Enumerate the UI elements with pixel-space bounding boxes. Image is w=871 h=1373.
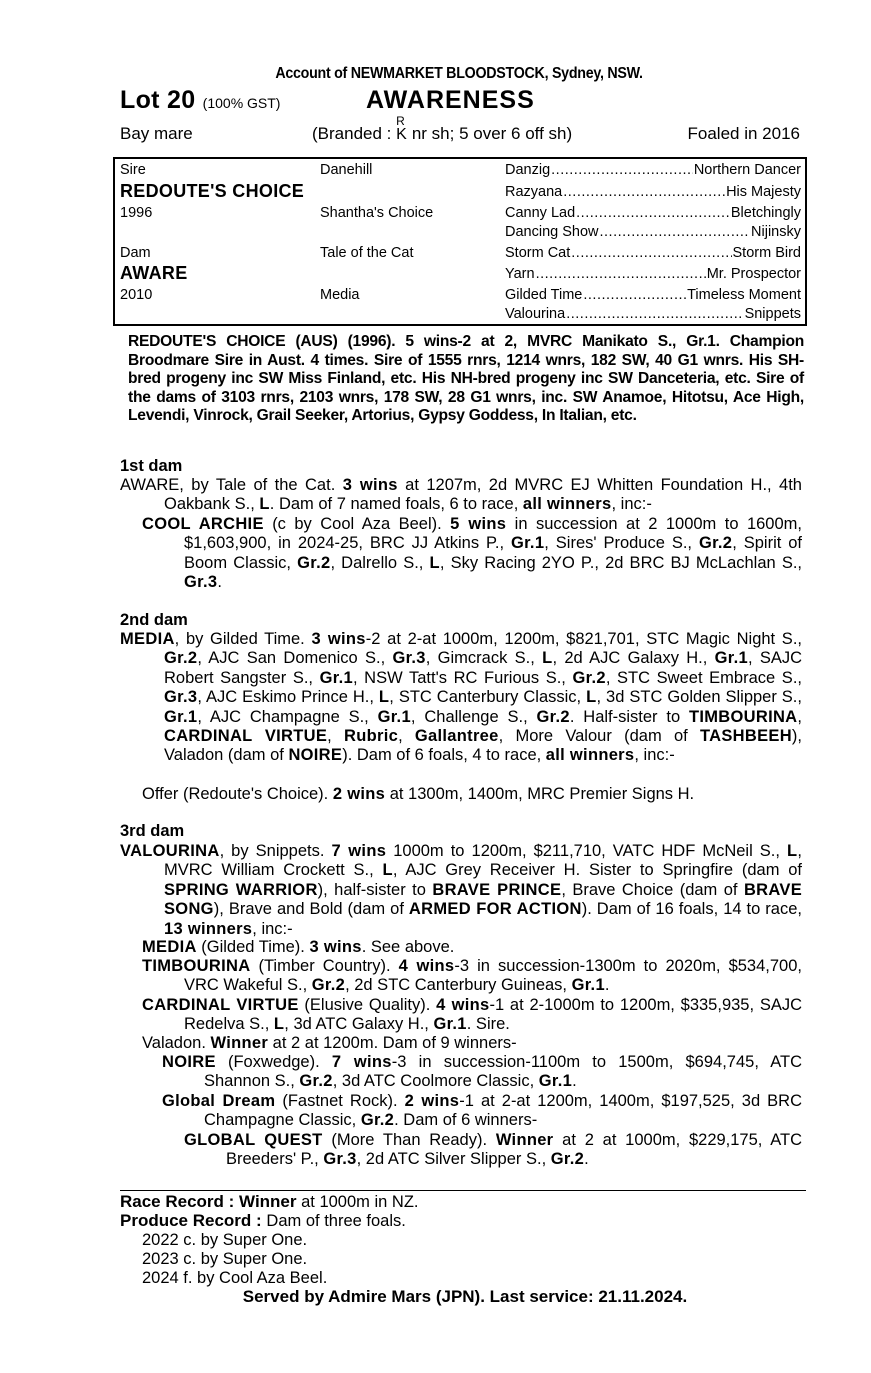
pedigree-gen3-row: Canny Lad ..... Bletchingly: [505, 205, 801, 221]
lot-number: [120, 86, 280, 115]
foal-entry: 2022 c. by Super One.: [142, 1231, 308, 1249]
foal-entry: 2024 f. by Cool Aza Beel.: [142, 1269, 328, 1287]
pedigree-gen3-row: Valourina ..... Snippets: [505, 306, 801, 322]
sire-year: 1996: [120, 205, 153, 221]
brand-mark-icon: R K: [396, 114, 407, 143]
progeny-entry: Valadon. Winner at 2 at 1200m. Dam of 9 winners-: [142, 1034, 517, 1052]
sex-color: Bay mare: [120, 124, 193, 143]
progeny-entry: NOIRE (Foxwedge). 7 wins-3 in succession-1100m to 1500m, $694,745, ATC Shannon S., Gr.2, 3d ATC Coolmore Classic, Gr.1.: [162, 1053, 802, 1091]
progeny-entry: TIMBOURINA (Timber Country). 4 wins-3 in succession-1300m to 2020m, $534,700, VRC Wakeful S., Gr.2, 2d STC Canterbury Guineas, Gr.1.: [142, 957, 802, 995]
foaled-year: Foaled in 2016: [687, 124, 800, 143]
horse-details-row: [120, 114, 810, 148]
foal-entry: 2023 c. by Super One.: [142, 1250, 308, 1268]
dam-sire: Tale of the Cat: [320, 245, 414, 261]
vendor-account: Account of NEWMARKET BLOODSTOCK, Sydney, NSW.: [275, 65, 643, 82]
sire-name: REDOUTE'S CHOICE: [120, 181, 305, 201]
second-dam-heading: 2nd dam: [120, 611, 188, 629]
third-dam-heading: 3rd dam: [120, 822, 185, 840]
pedigree-table: [113, 157, 807, 326]
pedigree-gen3-row: Danzig ..... Northern Dancer: [505, 162, 801, 178]
progeny-entry: Offer (Redoute's Choice). 2 wins at 1300m, 1400m, MRC Premier Signs H.: [142, 785, 695, 803]
dam-entry: VALOURINA, by Snippets. 7 wins 1000m to 1200m, $211,710, VATC HDF McNeil S., L, MVRC William Crockett S., L, AJC Grey Receiver H. Sister to Springfire (dam of SPRING WARRIOR), half-sister to BRAVE PRINCE, Brave Choice (dam of BRAVE SONG), Brave and Bold (dam of ARMED FOR ACTION). Dam of 16 foals, 14 to race, 13 winners, inc:-: [120, 842, 803, 938]
pedigree-gen3-row: Yarn ..... Mr. Prospector: [505, 266, 801, 282]
progeny-entry: GLOBAL QUEST (More Than Ready). Winner at 2 at 1000m, $229,175, ATC Breeders' P., Gr.3, 2d ATC Silver Slipper S., Gr.2.: [184, 1131, 803, 1169]
horse-name: AWARENESS: [366, 86, 535, 114]
pedigree-gen3-row: Gilded Time ..... Timeless Moment: [505, 287, 801, 303]
produce-record: Produce Record : Dam of three foals.: [120, 1211, 406, 1230]
sire-label: Sire: [120, 162, 146, 178]
dam-name: AWARE: [120, 263, 188, 283]
pedigree-gen3-row: Storm Cat ..... Storm Bird: [505, 245, 801, 261]
gst-note: (100% GST): [202, 95, 281, 111]
progeny-entry: MEDIA (Gilded Time). 3 wins. See above.: [142, 938, 455, 956]
lot-label: Lot 20: [120, 86, 196, 114]
pedigree-gen3-row: Razyana ..... His Majesty: [505, 184, 801, 200]
progeny-entry: CARDINAL VIRTUE (Elusive Quality). 4 wins-1 at 2-1000m to 1200m, $335,935, SAJC Redelva S., L, 3d ATC Galaxy H., Gr.1. Sire.: [142, 996, 803, 1034]
pedigree-gen3-row: Dancing Show ..... Nijinsky: [505, 224, 801, 240]
dam-entry: AWARE, by Tale of the Cat. 3 wins at 1207m, 2d MVRC EJ Whitten Foundation H., 4th Oakbank S., L. Dam of 7 named foals, 6 to race, all winners, inc:-: [120, 476, 802, 514]
sire-summary: REDOUTE'S CHOICE (AUS) (1996). 5 wins-2 at 2, MVRC Manikato S., Gr.1. Champion Broodmare Sire in Aust. 4 times. Sire of 1555 rnrs, 1214 wnrs, 182 SW, 40 G1 wnrs. His SH-bred progeny inc SW Miss Finland, etc. His NH-bred progeny inc SW Danceteria, etc. Sire of the dams of 3103 rnrs, 2103 wnrs, 178 SW, 28 G1 wnrs, inc. SW Anamoe, Hitotsu, Ace High, Levendi, Vinrock, Grail Seeker, Artorius, Gypsy Goddess, In Italian, etc.: [128, 333, 804, 425]
brand-description: (Branded : R K nr sh; 5 over 6 off sh): [312, 114, 573, 143]
dam-year: 2010: [120, 287, 153, 303]
progeny-entry: Global Dream (Fastnet Rock). 2 wins-1 at 2-at 1200m, 1400m, $197,525, 3d BRC Champagne Classic, Gr.2. Dam of 6 winners-: [162, 1092, 802, 1130]
first-dam-heading: 1st dam: [120, 457, 183, 475]
sire-dam: Shantha's Choice: [320, 205, 434, 221]
dam-dam: Media: [320, 287, 360, 303]
race-record: Race Record : Winner at 1000m in NZ.: [120, 1192, 419, 1211]
service-note: Served by Admire Mars (JPN). Last service: 21.11.2024.: [242, 1287, 688, 1306]
progeny-entry: COOL ARCHIE (c by Cool Aza Beel). 5 wins in succession at 2 1000m to 1600m, $1,603,900, in 2024-25, BRC JJ Atkins P., Gr.1, Sires' Produce S., Gr.2, Spirit of Boom Classic, Gr.2, Dalrello S., L, Sky Racing 2YO P., 2d BRC BJ McLachlan S., Gr.3.: [142, 515, 803, 592]
divider: [120, 1190, 806, 1191]
dam-label: Dam: [120, 245, 151, 261]
dam-entry: MEDIA, by Gilded Time. 3 wins-2 at 2-at 1000m, 1200m, $821,701, STC Magic Night S., Gr.2, AJC San Domenico S., Gr.3, Gimcrack S., L, 2d AJC Galaxy H., Gr.1, SAJC Robert Sangster S., Gr.1, NSW Tatt's RC Furious S., Gr.2, STC Sweet Embrace S., Gr.3, AJC Eskimo Prince H., L, STC Canterbury Classic, L, 3d STC Golden Slipper S., Gr.1, AJC Champagne S., Gr.1, Challenge S., Gr.2. Half-sister to TIMBOURINA, CARDINAL VIRTUE, Rubric, Gallantree, More Valour (dam of TASHBEEH), Valadon (dam of NOIRE). Dam of 6 foals, 4 to race, all winners, inc:-: [120, 630, 803, 765]
sire-sire: Danehill: [320, 162, 373, 178]
